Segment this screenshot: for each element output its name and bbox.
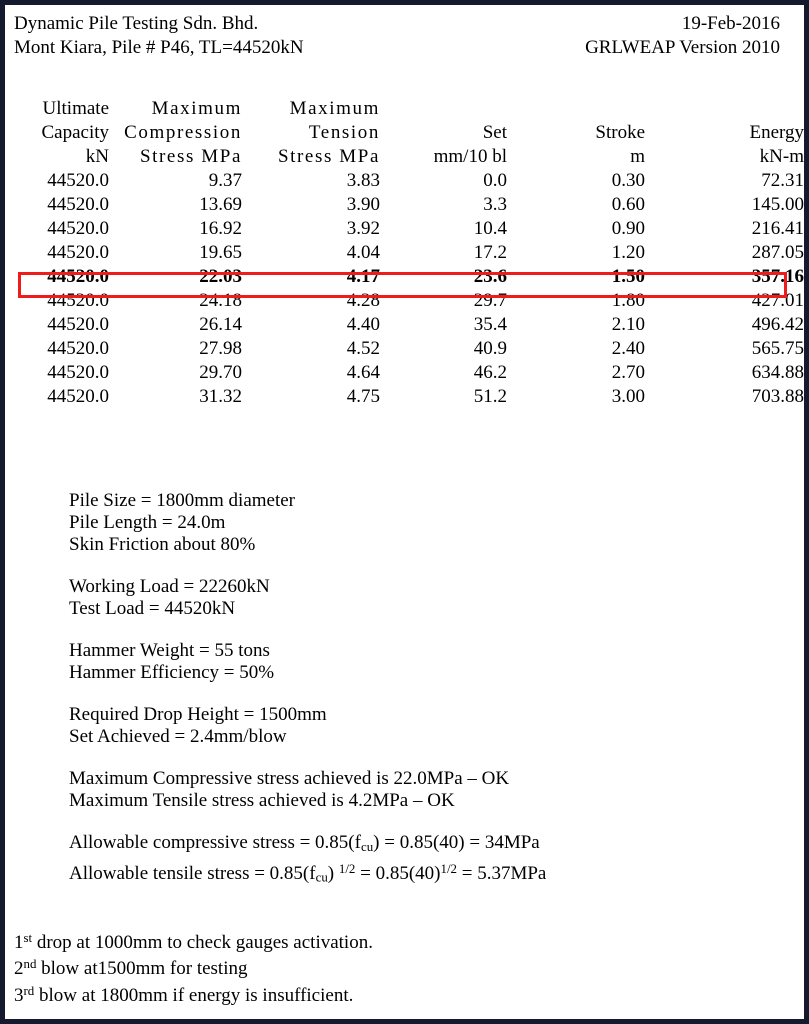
- report-sheet: [5, 5, 804, 1019]
- table-cell: 29.7: [473, 290, 507, 311]
- note-hammer-efficiency: Hammer Efficiency = 50%: [69, 662, 275, 683]
- table-cell: 9.37: [208, 170, 242, 191]
- table-cell: 44520.0: [47, 362, 109, 383]
- table-cell: 216.41: [751, 218, 804, 239]
- note-group-drop: [69, 704, 546, 748]
- results-table-body: [5, 169, 804, 409]
- table-cell: 44520.0: [47, 194, 109, 215]
- table-row: [5, 385, 804, 409]
- note-max-compressive-achieved: Maximum Compressive stress achieved is 22.0MPa – OK: [69, 768, 510, 789]
- note-set-achieved: Set Achieved = 2.4mm/blow: [69, 726, 287, 747]
- table-cell: 23.6: [473, 266, 507, 287]
- note-max-tensile-achieved: Maximum Tensile stress achieved is 4.2MPa – OK: [69, 790, 455, 811]
- table-cell: 24.18: [199, 290, 242, 311]
- table-cell: 44520.0: [47, 338, 109, 359]
- table-cell: 1.20: [611, 242, 645, 263]
- note-allowable-compressive-stress: Allowable compressive stress = $0.85(f_{cu}) = 0.85(40) = 34MPa$: [69, 832, 540, 854]
- report-date: 19-Feb-2016: [681, 13, 780, 34]
- table-row: [5, 265, 804, 289]
- table-cell: 4.17: [346, 266, 380, 287]
- column-header-energy: Energy kN-m: [749, 122, 804, 167]
- note-test-load: Test Load = 44520kN: [69, 598, 236, 619]
- table-header-row: [5, 73, 804, 169]
- table-cell: 1.50: [611, 266, 645, 287]
- table-cell: 44520.0: [47, 170, 109, 191]
- note-group-hammer: [69, 640, 546, 684]
- half-power-second: 1/2: [440, 860, 457, 876]
- table-cell: 4.40: [346, 314, 380, 335]
- table-cell: 31.32: [199, 386, 242, 407]
- table-cell: 44520.0: [47, 290, 109, 311]
- table-cell: 3.92: [346, 218, 380, 239]
- table-row: [5, 241, 804, 265]
- note-pile-size: Pile Size = 1800mm diameter: [69, 490, 296, 511]
- table-cell: 44520.0: [47, 314, 109, 335]
- footnote-number: 2: [14, 958, 24, 980]
- table-cell: 0.0: [483, 170, 507, 191]
- table-cell: 3.83: [346, 170, 380, 191]
- fcu-subscript-tensile: cu: [315, 869, 328, 885]
- footnote-text: drop at 1000mm to check gauges activation.: [32, 931, 373, 953]
- table-cell: 0.60: [611, 194, 645, 215]
- footnote-ordinal-suffix: st: [23, 929, 33, 945]
- table-cell: 19.65: [199, 242, 242, 263]
- footnote-line: [14, 953, 373, 980]
- footnote-text: blow at1500mm for testing: [36, 958, 248, 980]
- note-group-allowable-stress: [69, 832, 546, 888]
- column-header-max-compression-stress: Maximum Compression Stress MPa: [124, 98, 242, 167]
- table-cell: 565.75: [751, 338, 804, 359]
- company-name: Dynamic Pile Testing Sdn. Bhd.: [14, 13, 259, 34]
- column-header-ultimate-capacity: Ultimate Capacity kN: [41, 98, 109, 167]
- table-cell: 703.88: [751, 386, 804, 407]
- header-software-line: [5, 35, 780, 61]
- table-row: [5, 217, 804, 241]
- table-cell: 72.31: [761, 170, 804, 191]
- table-cell: 22.03: [199, 266, 242, 287]
- table-cell: 44520.0: [47, 386, 109, 407]
- note-group-achieved-stress: [69, 768, 546, 812]
- footnote-text: blow at 1800mm if energy is insufficient.: [34, 985, 354, 1006]
- table-cell: 44520.0: [47, 266, 109, 287]
- fcu-subscript-compressive: cu: [360, 838, 374, 854]
- table-cell: 17.2: [473, 242, 507, 263]
- table-row: [5, 289, 804, 313]
- table-cell: 4.75: [346, 386, 380, 407]
- table-cell: 27.98: [199, 338, 242, 359]
- footnote-ordinal-suffix: rd: [23, 983, 35, 999]
- table-cell: 0.30: [611, 170, 645, 191]
- software-version: GRLWEAP Version 2010: [585, 37, 780, 58]
- column-header-stroke: Stroke m: [595, 122, 645, 167]
- note-group-pile: [69, 490, 546, 556]
- table-row: [5, 169, 804, 193]
- table-cell: 145.00: [751, 194, 804, 215]
- footnote-line: [14, 927, 373, 954]
- table-cell: 3.00: [611, 386, 645, 407]
- table-cell: 35.4: [473, 314, 507, 335]
- table-cell: 287.05: [751, 242, 804, 263]
- table-cell: 10.4: [473, 218, 507, 239]
- table-cell: 13.69: [199, 194, 242, 215]
- table-cell: 496.42: [751, 314, 804, 335]
- note-pile-length: Pile Length = 24.0m: [69, 512, 226, 533]
- half-power-first: 1/2: [338, 860, 356, 876]
- table-cell: 26.14: [199, 314, 242, 335]
- table-row: [5, 337, 804, 361]
- table-cell: 1.80: [611, 290, 645, 311]
- footnotes-block: [14, 927, 373, 1007]
- results-table: [5, 73, 804, 409]
- table-cell: 44520.0: [47, 242, 109, 263]
- notes-block: [69, 490, 546, 888]
- table-cell: 46.2: [473, 362, 507, 383]
- table-cell: 29.70: [199, 362, 242, 383]
- table-row: [5, 193, 804, 217]
- note-group-loads: [69, 576, 546, 620]
- table-cell: 2.40: [611, 338, 645, 359]
- column-header-max-tension-stress: Maximum Tension Stress MPa: [277, 98, 380, 167]
- table-cell: 4.28: [346, 290, 380, 311]
- table-row: [5, 361, 804, 385]
- table-cell: 2.10: [611, 314, 645, 335]
- footnote-number: 3: [14, 985, 24, 1006]
- table-cell: 2.70: [611, 362, 645, 383]
- column-header-set: Set mm/10 bl: [433, 122, 507, 167]
- table-cell: 51.2: [473, 386, 507, 407]
- table-cell: 427.01: [751, 290, 804, 311]
- table-cell: 0.90: [611, 218, 645, 239]
- table-cell: 3.90: [346, 194, 380, 215]
- table-cell: 4.52: [346, 338, 380, 359]
- table-cell: 40.9: [473, 338, 507, 359]
- note-skin-friction: Skin Friction about 80%: [69, 534, 256, 555]
- header-date-line: [5, 11, 780, 37]
- note-hammer-weight: Hammer Weight = 55 tons: [69, 640, 270, 661]
- note-required-drop-height: Required Drop Height = 1500mm: [69, 704, 327, 725]
- footnote-line: [14, 980, 373, 1007]
- table-cell: 357.16: [751, 266, 804, 287]
- footnote-number: 1: [14, 931, 24, 953]
- results-table-wrapper: [5, 73, 804, 409]
- table-cell: 4.04: [346, 242, 380, 263]
- table-cell: 4.64: [346, 362, 380, 383]
- table-row: [5, 313, 804, 337]
- note-working-load: Working Load = 22260kN: [69, 576, 270, 597]
- results-table-head: [5, 73, 804, 169]
- footnote-ordinal-suffix: nd: [23, 956, 37, 972]
- table-cell: 3.3: [483, 194, 507, 215]
- table-cell: 16.92: [199, 218, 242, 239]
- table-cell: 634.88: [751, 362, 804, 383]
- project-description: Mont Kiara, Pile # P46, TL=44520kN: [14, 37, 304, 58]
- table-cell: 44520.0: [47, 218, 109, 239]
- note-allowable-tensile-stress: Allowable tensile stress = $0.85(f_{cu}) ^{1/2} = 0.85(40)^{1/2} = 5.37MPa$: [69, 860, 547, 885]
